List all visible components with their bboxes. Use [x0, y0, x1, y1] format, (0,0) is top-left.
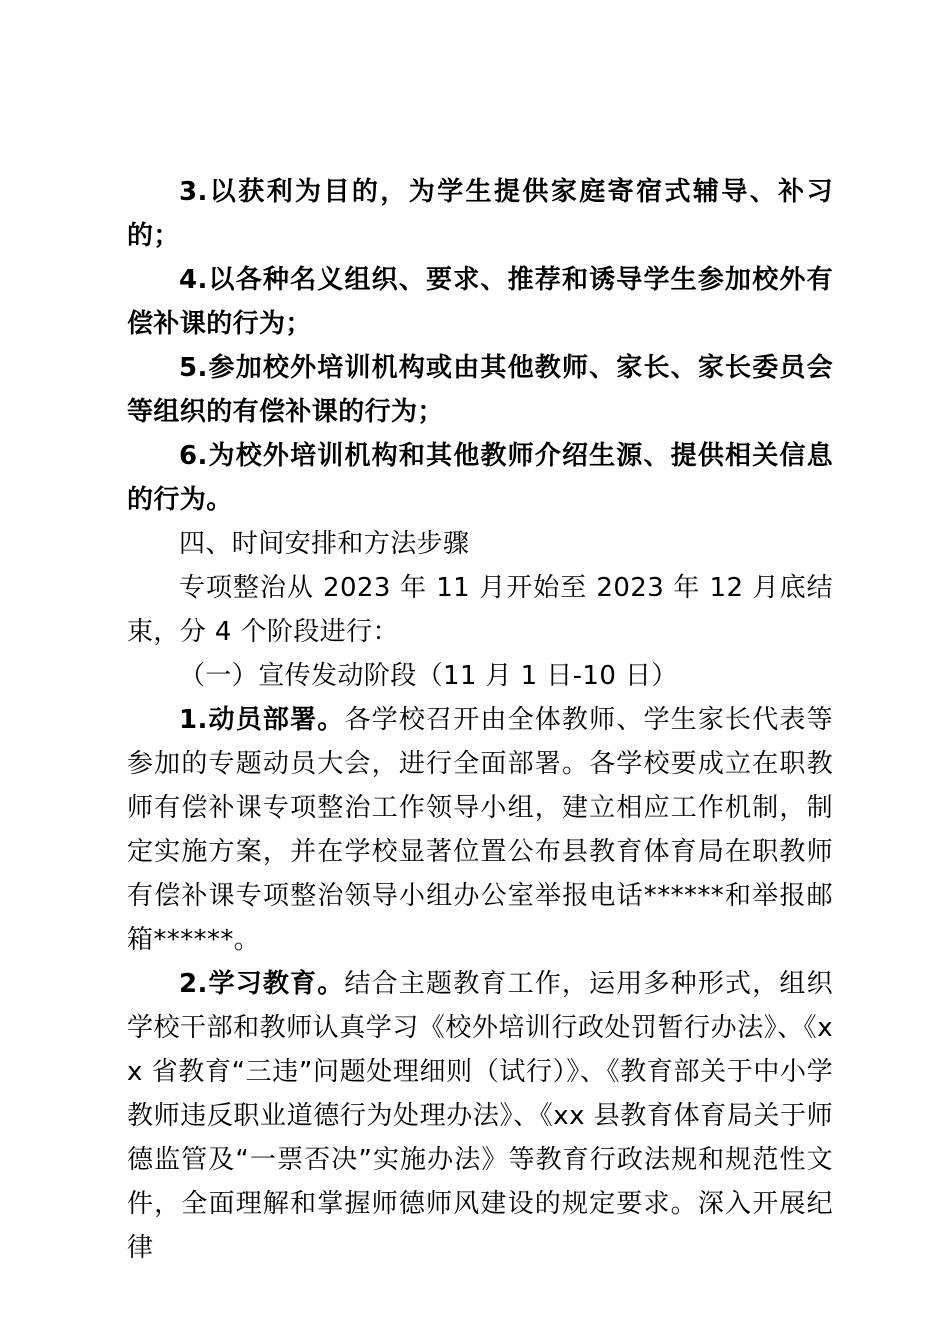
- list-item-3: 3.以获利为目的，为学生提供家庭寄宿式辅导、补习的；: [127, 177, 833, 251]
- document-page: [127, 170, 833, 1270]
- step-1-paragraph: [127, 698, 833, 962]
- step-2-paragraph: [127, 962, 833, 1270]
- schedule-paragraph: 专项整治从 2023 年 11 月开始至 2023 年 12 月底结束，分 4 个阶段进行：: [127, 573, 833, 647]
- list-item-6: 6.为校外培训机构和其他教师介绍生源、提供相关信息的行为。: [127, 441, 833, 515]
- section-heading: 四、时间安排和方法步骤: [179, 529, 470, 559]
- step-2-text: 结合主题教育工作，运用多种形式，组织学校干部和教师认真学习《校外培训行政处罚暂行办法》、《xx 省教育“三违”问题处理细则（试行）》、《教育部关于中小学教师违反职业道德行为处理办法》、《xx 县教育体育局关于师德监管及“一票否决”实施办法》等教育行政法规和规范性文件，全面理解和掌握师德师风建设的规定要求。深入开展纪律: [127, 969, 833, 1263]
- list-item-5: 5.参加校外培训机构或由其他教师、家长、家长委员会等组织的有偿补课的行为；: [127, 353, 833, 427]
- step-2-lead: 2.学习教育。: [179, 969, 345, 999]
- list-item-4: 4.以各种名义组织、要求、推荐和诱导学生参加校外有偿补课的行为；: [127, 265, 833, 339]
- step-1-text: 各学校召开由全体教师、学生家长代表等参加的专题动员大会，进行全面部署。各学校要成立在职教师有偿补课专项整治工作领导小组，建立相应工作机制，制定实施方案，并在学校显著位置公布县教育体育局在职教师有偿补课专项整治领导小组办公室举报电话******和举报邮箱******。: [127, 705, 833, 955]
- phase-heading: （一）宣传发动阶段（11 月 1 日-10 日）: [179, 661, 678, 691]
- step-1-lead: 1.动员部署。: [179, 705, 345, 735]
